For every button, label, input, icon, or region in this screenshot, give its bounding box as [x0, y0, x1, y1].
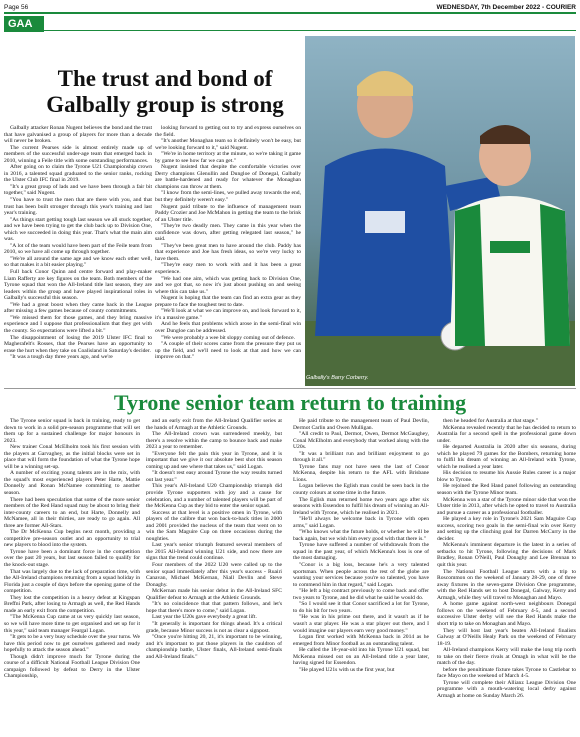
article-paragraph: "All credit to Paul, Dermot, Owen, Dermot McGaughey, Conal McElholm and everybody that worked along with the U20s.	[293, 431, 429, 451]
article-paragraph: looking forward to getting out to try and express ourselves on the field.	[155, 125, 301, 138]
article-paragraph: Four members of the 2022 U20 were called up to the senior squad immediately after this year's success - Ruairi Canavan, Michael McKernan, Niall Devlin and Steve Donaghy.	[146, 562, 282, 588]
article-paragraph: "A couple of their scores came from the pressure they put us up the field, and we'll need to look at that and how we can improve on that."	[155, 341, 301, 361]
article-paragraph: "A lot of the team would have been part of the Feile team from 2010, so we have all come up through together.	[4, 242, 152, 256]
article-paragraph: Nugent insisted that despite the comfortable victories over Derry champions Glenullin and Dungloe of Donegal, Galbally are battle-hardened and ready for whatever the Monaghan champions can throw at them.	[155, 164, 301, 190]
article-paragraph: "They're easy men to work with and it has been a great experience.	[155, 262, 301, 276]
article-paragraph: "We were probably a wee bit sloppy coming out of defence.	[161, 334, 296, 341]
match-photo	[305, 36, 575, 386]
article-paragraph: "It generally is important for things ahead. It's a critical grade, because Minor success is not as clear a signpost.	[146, 620, 282, 634]
match-photo-illustration	[305, 36, 575, 386]
article-paragraph: "It was a tough day three years ago, and we're	[10, 354, 113, 361]
story2-column-3	[293, 418, 429, 734]
article-paragraph: New trainer Conal McElholm took his first session with the players at Garvaghey, as the initial blocks were set in place that will form the foundation of what the Tyrone hope will be a winning set-up.	[4, 444, 140, 470]
story1-column-1	[4, 125, 152, 387]
article-paragraph: That was largely due to the lack of preparation time, with the All-Ireland champions returning from a squad holiday in Florida just a couple of days before the opening game of the competition.	[4, 568, 140, 595]
article-paragraph: "It's a great group of lads and we have been through a fair bit together," said Nugent.	[4, 183, 152, 197]
article-paragraph: Tyrone have suffered a number of withdrawals from the squad in the past year, of which McKenna's loss is one of the most damaging.	[293, 542, 429, 562]
article-paragraph: Nugent paid tribute to the influence of management team Paddy Crozier and Joe McMahon in getting the team to the brink of an Ulster title.	[155, 203, 301, 223]
article-paragraph: before the penultimate fixture takes Tyrone to Castlebar to face Mayo on the weekend of March 4-5.	[437, 666, 576, 680]
article-paragraph: "Once you're hitting 20, 21, it's important to be winning, and it's important to put those players in the cauldron of championship battle, Ulster finals, All-Ireland semi-finals and All-Ireland finals."	[146, 634, 282, 660]
article-paragraph: McKenna's imminent departure is the latest in a series of setbacks to hit Tyrone, following the decisions of Mark Bradley, Ronan O'Neill, Paul Donaghy and Lee Brennan to quit this year.	[437, 542, 576, 569]
story-divider	[4, 388, 576, 389]
article-paragraph: Full back Conor Quinn and centre forward and play-maker Liam Rafferty are key figures on the team. Both members of the Tyrone squad that won the All-Ireland title last season, they are leaders within the group and have played inspirational roles in Galbally's successful this season.	[4, 269, 152, 302]
story1-column-2	[155, 125, 301, 387]
article-paragraph: then he headed for Australia at that stage."	[443, 418, 538, 424]
article-paragraph: The disappointment of losing the 2019 Ulster IFC final to Magherafelt's Rosses, that the Pearses have an opportunity to erase the hurt when they take on Coalisland in Saturday's decider.	[4, 334, 152, 354]
article-paragraph: Success at that level is a positive omen in Tyrone, with players of the calibre that won back-to-back titles in 2000 and 2001 provided the nucleus of the team that went on to win the Sam Maguire Cup on three occasions during the noughties.	[146, 509, 282, 542]
article-paragraph: McKernan made his senior debut in the All-Ireland SFC Qualifier defeat to Armagh at the Athletic Grounds.	[146, 588, 282, 601]
article-paragraph: Tyrone will complete their Allianz League Division One programme with a mouth-watering local derby against Armagh at home on Sunday March 26.	[437, 679, 576, 699]
section-rule	[44, 30, 576, 31]
article-paragraph: "He was in his prime out there, and it wasn't as if he wasn't a star player. He was a star player out there, and I would imagine our players earn very good money."	[293, 614, 429, 634]
article-paragraph: A home game against north-west neighbours Donegal follows on the weekend of February 4-5, and a second successive Ulster derby will see the Red Hands make the short trip to take on Monaghan and Mayo.	[437, 601, 576, 627]
article-paragraph: He played a key role in Tyrone's 2021 Sam Maguire Cup success, scoring two goals in the semi-final win over Kerry and setting up the clinching goal for Darren McCurry in the decider.	[437, 516, 576, 542]
article-paragraph: "We had a great boost when they came back in the League after missing a few games because of county commitments.	[4, 301, 152, 315]
article-paragraph: "As things start getting tough last season we all stuck together, and we have been trying to get the club back up to Division One, which we succeeded in doing this year. That's what the main aim was.	[4, 216, 152, 243]
article-paragraph: "Conor is a big loss, because he's a very talented sportsman. When people across the rest of the globe are wanting your services because you're so talented, you have to commend him in that regard," said Logan.	[293, 562, 429, 588]
article-paragraph: Though didn't improve much for Tyrone during the course of a difficult National Football League Division One campaign followed by defeat to Derry in the Ulster Championship,	[4, 653, 140, 680]
article-paragraph: All-Ireland champions Kerry will make the long trip north to take on their fierce rivals at Omagh in what will be the match of the day.	[437, 647, 576, 667]
page-number: Page 56	[4, 3, 29, 11]
article-paragraph: He departed Australia in 2020 after six seasons, during which he played 79 games for the Bombers, returning home to fulfil his dream of winning an All-Ireland with Tyrone, which he realised a year later.	[437, 444, 576, 470]
article-paragraph: The Dr McKenna Cup begins next month, providing a competitive pre-season outlet and an opportunity to trial new players to blood into the system.	[4, 529, 140, 549]
issue-date: WEDNESDAY, 7th December 2022 - COURIER	[436, 3, 576, 11]
article-paragraph: McKenna won a star of the Tyrone minor side that won the Ulster title in 2013, after which he opted to travel to Australia and pursue a career as a professional footballer.	[437, 496, 576, 516]
article-paragraph: After going on to claim the Tyrone U21 Championship crown in 2016, a talented squad graduated to the senior ranks, rocking the Ulster Club IFC final in 2019.	[4, 164, 152, 184]
article-paragraph: There had been speculation that some of the more senior members of the Red Hand squad may be about to bring their inter-county careers to an end, but Harte, Donnelly and McNamee, all in their thirties, are ready to go again. All three are former All-Stars.	[4, 496, 140, 529]
article-paragraph: The National Football League starts with a trip to Roscommon on the weekend of January 28-29, one of three away fixtures in the seven-game Division One programme, with the Red Hands set to host Donegal, Galway, Kerry and Armagh, while they will travel to Monaghan and Mayo.	[437, 568, 576, 601]
article-paragraph: "You have to trust the men that are there with you, and that trust has been built stronger through this year's training and last year's training.	[4, 197, 152, 217]
story2-headline: Tyrone senior team return to training	[113, 390, 467, 415]
article-paragraph: "Who knows what the future holds, or whether he will be back again, but we wish him every good with that there is."	[293, 529, 429, 542]
article-paragraph: "We're all around the same age and we know each other well, so that makes it a bit easier playing."	[4, 255, 152, 269]
article-paragraph: and an early exit from the All-Ireland Qualifier series at the hands of Armagh at the Athletic Grounds.	[146, 418, 282, 431]
article-paragraph: And he feels that problems which arose in the semi-final win over Dungloe can be addressed.	[155, 321, 301, 334]
page-header	[4, 2, 576, 12]
section-tag: GAA	[4, 16, 44, 32]
article-paragraph: Galbally attacker Ronan Nugent believes the bond and the trust that have galvanised a group of players for more than a decade will never be broken.	[4, 125, 152, 145]
article-paragraph: Tyrone have been a dominant force in the competition over the past 20 years, but last season failed to qualify for the knock-out stage.	[4, 548, 140, 569]
story2-column-4	[437, 418, 576, 734]
article-paragraph: They lost the competition in a heavy defeat at Kingspan Breffni Park, after losing to Armagh as well, the Red Hands made an early exit from the competition.	[4, 594, 140, 614]
article-paragraph: "Everyone felt the pain this year in Tyrone, and it is important that we give it our absolute best shot this season coming up and see where that takes us," said Logan.	[146, 450, 282, 470]
article-paragraph: They will host last year's beaten All-Ireland finalists Galway at O'Neills Healy Park on the weekend of February 18-19.	[437, 627, 576, 647]
article-paragraph: "They're two deadly men. They came in this year when the confidence was down, after getting relegated last season," he said.	[155, 223, 301, 243]
article-paragraph: "He'll always be welcome back in Tyrone with open arms," said Logan.	[293, 516, 429, 529]
article-paragraph: The All-Ireland crown was surrendered meekly, but there's a resolve within the camp to bounce back and make 2023 a year to remember.	[146, 431, 282, 451]
article-paragraph: The current Pearses side is almost entirely made up of members of the successful under-age team that emerged back in 2010, winning a Feile title with some outstanding performances.	[4, 144, 152, 164]
article-paragraph: Last year the U20s gave everybody a great lift.	[152, 614, 257, 621]
article-paragraph: "He left a big contract previously to come back and offer two years to Tyrone, and he did what he said he would do.	[293, 588, 429, 601]
article-paragraph: McKenna revealed recently that he has decided to return to Australia for a second spell in the professional game down under.	[437, 424, 576, 444]
story2-column-1	[4, 418, 140, 734]
article-paragraph: "We're in home territory at the minute, so we're taking it game by game to see how far we can get."	[155, 151, 301, 164]
article-paragraph: This year's All-Ireland U20 Championship triumph did provide Tyrone supporters with joy and a cause for celebration, and a number of talented players will be part of the McKenna Cup as they bid to enter the senior squad.	[146, 483, 282, 510]
article-paragraph: He called the 18-year-old into his Tyrone U21 squad, but McKenna missed out on an All-Ireland title a year later, having signed for Essendon.	[293, 647, 429, 667]
article-paragraph: He paid tribute to the management team of Paul Devlin, Dermot Carlin and Owen Mulligan.	[293, 418, 429, 431]
article-paragraph: He rejoined the Red Hand panel following an outstanding season with the Tyrone Minor team.	[437, 483, 576, 497]
article-paragraph: The Eglish man returned home two years ago after six seasons with Essendon to fulfil his dream of winning an All-Ireland with Tyrone, which he realised in 2021.	[293, 496, 429, 516]
article-paragraph: "We missed them for those games, and they bring massive experience and I suppose that professionalism that they get with the county. So expectations were lifted a bit."	[4, 314, 152, 334]
article-paragraph: "He played U21s with us the first year, but	[299, 666, 395, 673]
article-paragraph: Logan believes the Eglish man could be seen back in the county colours at some time in the future.	[293, 483, 429, 497]
article-paragraph: Nugent is hoping that the team can find an extra gear as they prepare to face the toughest test to date.	[155, 295, 301, 308]
article-paragraph: "It was a brilliant run and brilliant enjoyment to go through it all."	[293, 450, 429, 464]
photo-caption: Galbally's Barry Corberry.	[306, 375, 369, 381]
article-paragraph: "We'll look at what we can improve on, and look forward to it, it's a massive game."	[155, 308, 301, 321]
article-paragraph: "We had one aim, which was getting back to Division One, and we got that, so now it's just about pushing on and seeing where this can take us."	[155, 275, 301, 295]
article-paragraph: The Tyrone senior squad is back in training, ready to get down to work in a solid pre-season programme that will set them up for a sustained challenge for major honours in 2023.	[4, 418, 140, 444]
article-paragraph: Tyrone fans may not have seen the last of Conor McKenna, despite his return to the AFL with Brisbane Lions.	[293, 463, 429, 483]
article-paragraph: Last year's senior triumph featured several members of the 2015 All-Ireland winning U21 side, and now there are signs that the trend could continue.	[146, 542, 282, 562]
article-paragraph: His decision to resume his Aussie Rules career is a major blow to Tyrone.	[437, 470, 576, 483]
article-paragraph: Logan first worked with McKenna back in 2014 as he emerged from Minor football as an outstanding talent.	[293, 634, 429, 647]
story2-column-2	[146, 418, 282, 734]
article-paragraph: "The McKenna Cup came at us very quickly last season, so we will have more time to get organised and set up for it this year," said team manager Feargal Logan.	[4, 614, 140, 634]
article-paragraph: "It's no coincidence that that pattern follows, and let's hope that there's more to come," said Logan.	[146, 601, 282, 614]
article-paragraph: A number of exciting young talents are in the mix, with the squad's most experienced players Peter Harte, Mattie Donnelly and Ronan McNamee committing to another season.	[4, 470, 140, 497]
article-paragraph: "I know from the semi-lines, we pulled away towards the end, but they definitely weren't easy."	[155, 190, 301, 204]
story1-headline: The trust and bond of Galbally group is strong	[46, 66, 284, 117]
article-paragraph: "They've been great men to have around the club. Paddy has that experience and Joe has fresh ideas, so we're very lucky to have them.	[155, 242, 301, 262]
article-paragraph: "It's another Monaghan team so it definitely won't be easy, but we're looking forward to it," said Nugent.	[155, 138, 301, 151]
header-rule	[4, 12, 576, 14]
article-paragraph: "So I would see it that Conor sacrificed a lot for Tyrone, to do his bit for two years.	[293, 601, 429, 614]
article-paragraph: "It doesn't rest easy around Tyrone the way results turned out last year."	[146, 470, 282, 483]
article-paragraph: "It gets to be a very busy schedule over the year turns. We have this period now to get ourselves gathered and ready hopefully to attack the season ahead."	[4, 634, 140, 654]
